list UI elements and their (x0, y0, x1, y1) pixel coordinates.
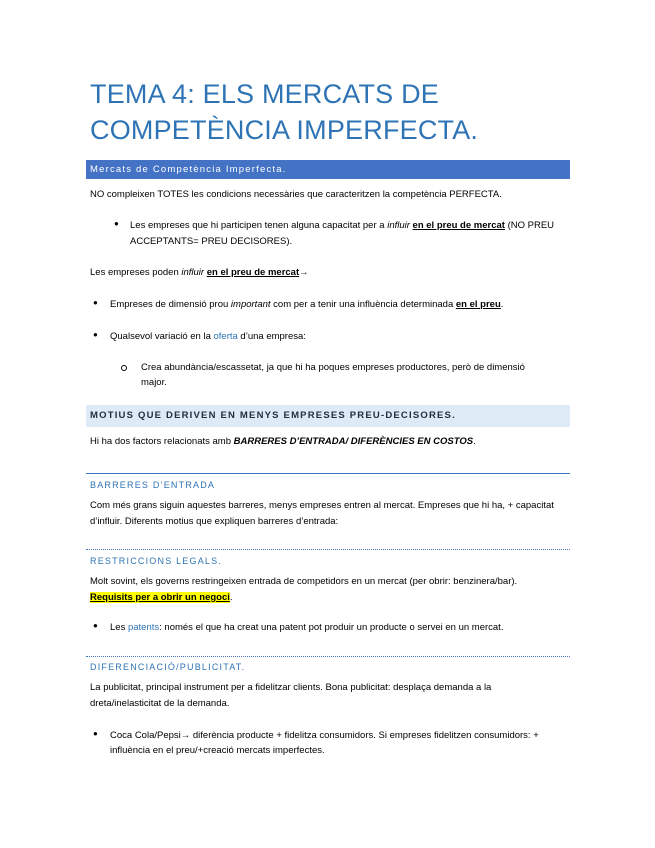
divider-dotted (86, 549, 570, 550)
paragraph-influir (90, 265, 309, 280)
text-span: Hi ha dos factors relacionats amb (90, 436, 234, 447)
divider-solid (86, 473, 570, 474)
subheading-diferenciacio: DIFERENCIACIÓ/PUBLICITAT. (90, 662, 246, 672)
bullet-dot: ● (93, 330, 98, 339)
section-heading-motius: MOTIUS QUE DERIVEN EN MENYS EMPRESES PREU-DECISORES. (86, 405, 570, 427)
title-line-1: TEMA 4: ELS MERCATS DE (90, 79, 439, 109)
bullet-dot: ● (93, 729, 98, 738)
text-span: (NO PREU (504, 220, 555, 231)
page-title (90, 76, 570, 148)
italic-span: influir (181, 267, 205, 278)
text-span: . (500, 299, 504, 310)
divider-dotted (86, 656, 570, 657)
underlined-span: en el preu de mercat (412, 220, 505, 231)
bullet-dot: ● (93, 621, 98, 630)
bold-italic-span: BARRERES D’ENTRADA/ DIFERÈNCIES EN COSTOS (233, 436, 474, 447)
subbullet-line-1: Crea abundància/escassetat, ja que hi ha poques empreses productores, però de dimensió (141, 362, 525, 373)
subheading-barreres: BARRERES D’ENTRADA (90, 480, 216, 490)
intro-paragraph: NO compleixen TOTES les condicions necessàries que caracteritzen la competència PERFECTA. (90, 189, 502, 200)
text-span: com per a tenir una influència determinada (270, 299, 456, 310)
text-span: Les (110, 622, 128, 633)
subbullet-line-2: major. (141, 377, 167, 388)
restriccions-line-1: Molt sovint, els governs restringeixen entrada de competidors en un mercat (per obrir: benzinera/bar). (90, 576, 518, 587)
text-span: . (229, 592, 233, 603)
motius-intro (90, 434, 476, 449)
blue-keyword: patents (127, 622, 160, 633)
highlighted-span: Requisits per a obrir un negoci (90, 592, 230, 603)
cocacola-bullet-line-2: influència en el preu/+creació mercats imperfectes. (110, 745, 325, 756)
italic-span: influir (387, 220, 410, 231)
barreres-line-2: d’influir. Diferents motius que expliquen barreres d’entrada: (90, 516, 339, 527)
barreres-line-1: Com més grans siguin aquestes barreres, menys empreses entren al mercat. Empreses que hi ha, + capacitat (90, 500, 554, 511)
bullet-3 (110, 329, 306, 344)
bullet-1-line-1 (130, 218, 554, 233)
underlined-span: en el preu de mercat (206, 267, 300, 278)
bullet-dot: ● (93, 298, 98, 307)
circle-bullet-icon (121, 365, 127, 371)
underlined-span: en el preu (455, 299, 501, 310)
cocacola-bullet-line-1: Coca Cola/Pepsi→ diferència producte + fidelitza consumidors. Si empreses fidelitzen consumidors: + (110, 730, 539, 741)
text-span: : només el que ha creat una patent pot produir un producte o servei en un mercat. (159, 622, 504, 633)
subheading-restriccions: RESTRICCIONS LEGALS. (90, 556, 223, 566)
diferenciacio-line-1: La publicitat, principal instrument per a fidelitzar clients. Bona publicitat: desplaça demanda a la (90, 682, 492, 693)
bullet-2 (110, 297, 503, 312)
text-span: d’una empresa: (237, 331, 306, 342)
text-span: Empreses de dimensió prou (110, 299, 231, 310)
title-line-2: COMPETÈNCIA IMPERFECTA. (90, 115, 479, 145)
blue-keyword: oferta (213, 331, 238, 342)
text-span: Les empreses que hi participen tenen alguna capacitat per a (130, 220, 388, 231)
bullet-dot: ● (114, 219, 119, 228)
patents-bullet (110, 620, 503, 635)
text-span: . (473, 436, 476, 447)
text-span: Qualsevol variació en la (110, 331, 214, 342)
text-span: Les empreses poden (90, 267, 182, 278)
bullet-1-line-2: ACCEPTANTS= PREU DECISORES). (130, 236, 293, 247)
italic-span: important (230, 299, 271, 310)
diferenciacio-line-2: dreta/inelasticitat de la demanda. (90, 698, 230, 709)
section-heading-mercats: Mercats de Competència Imperfecta. (86, 160, 570, 179)
arrow-span: → (299, 267, 309, 278)
restriccions-line-2 (90, 590, 233, 605)
